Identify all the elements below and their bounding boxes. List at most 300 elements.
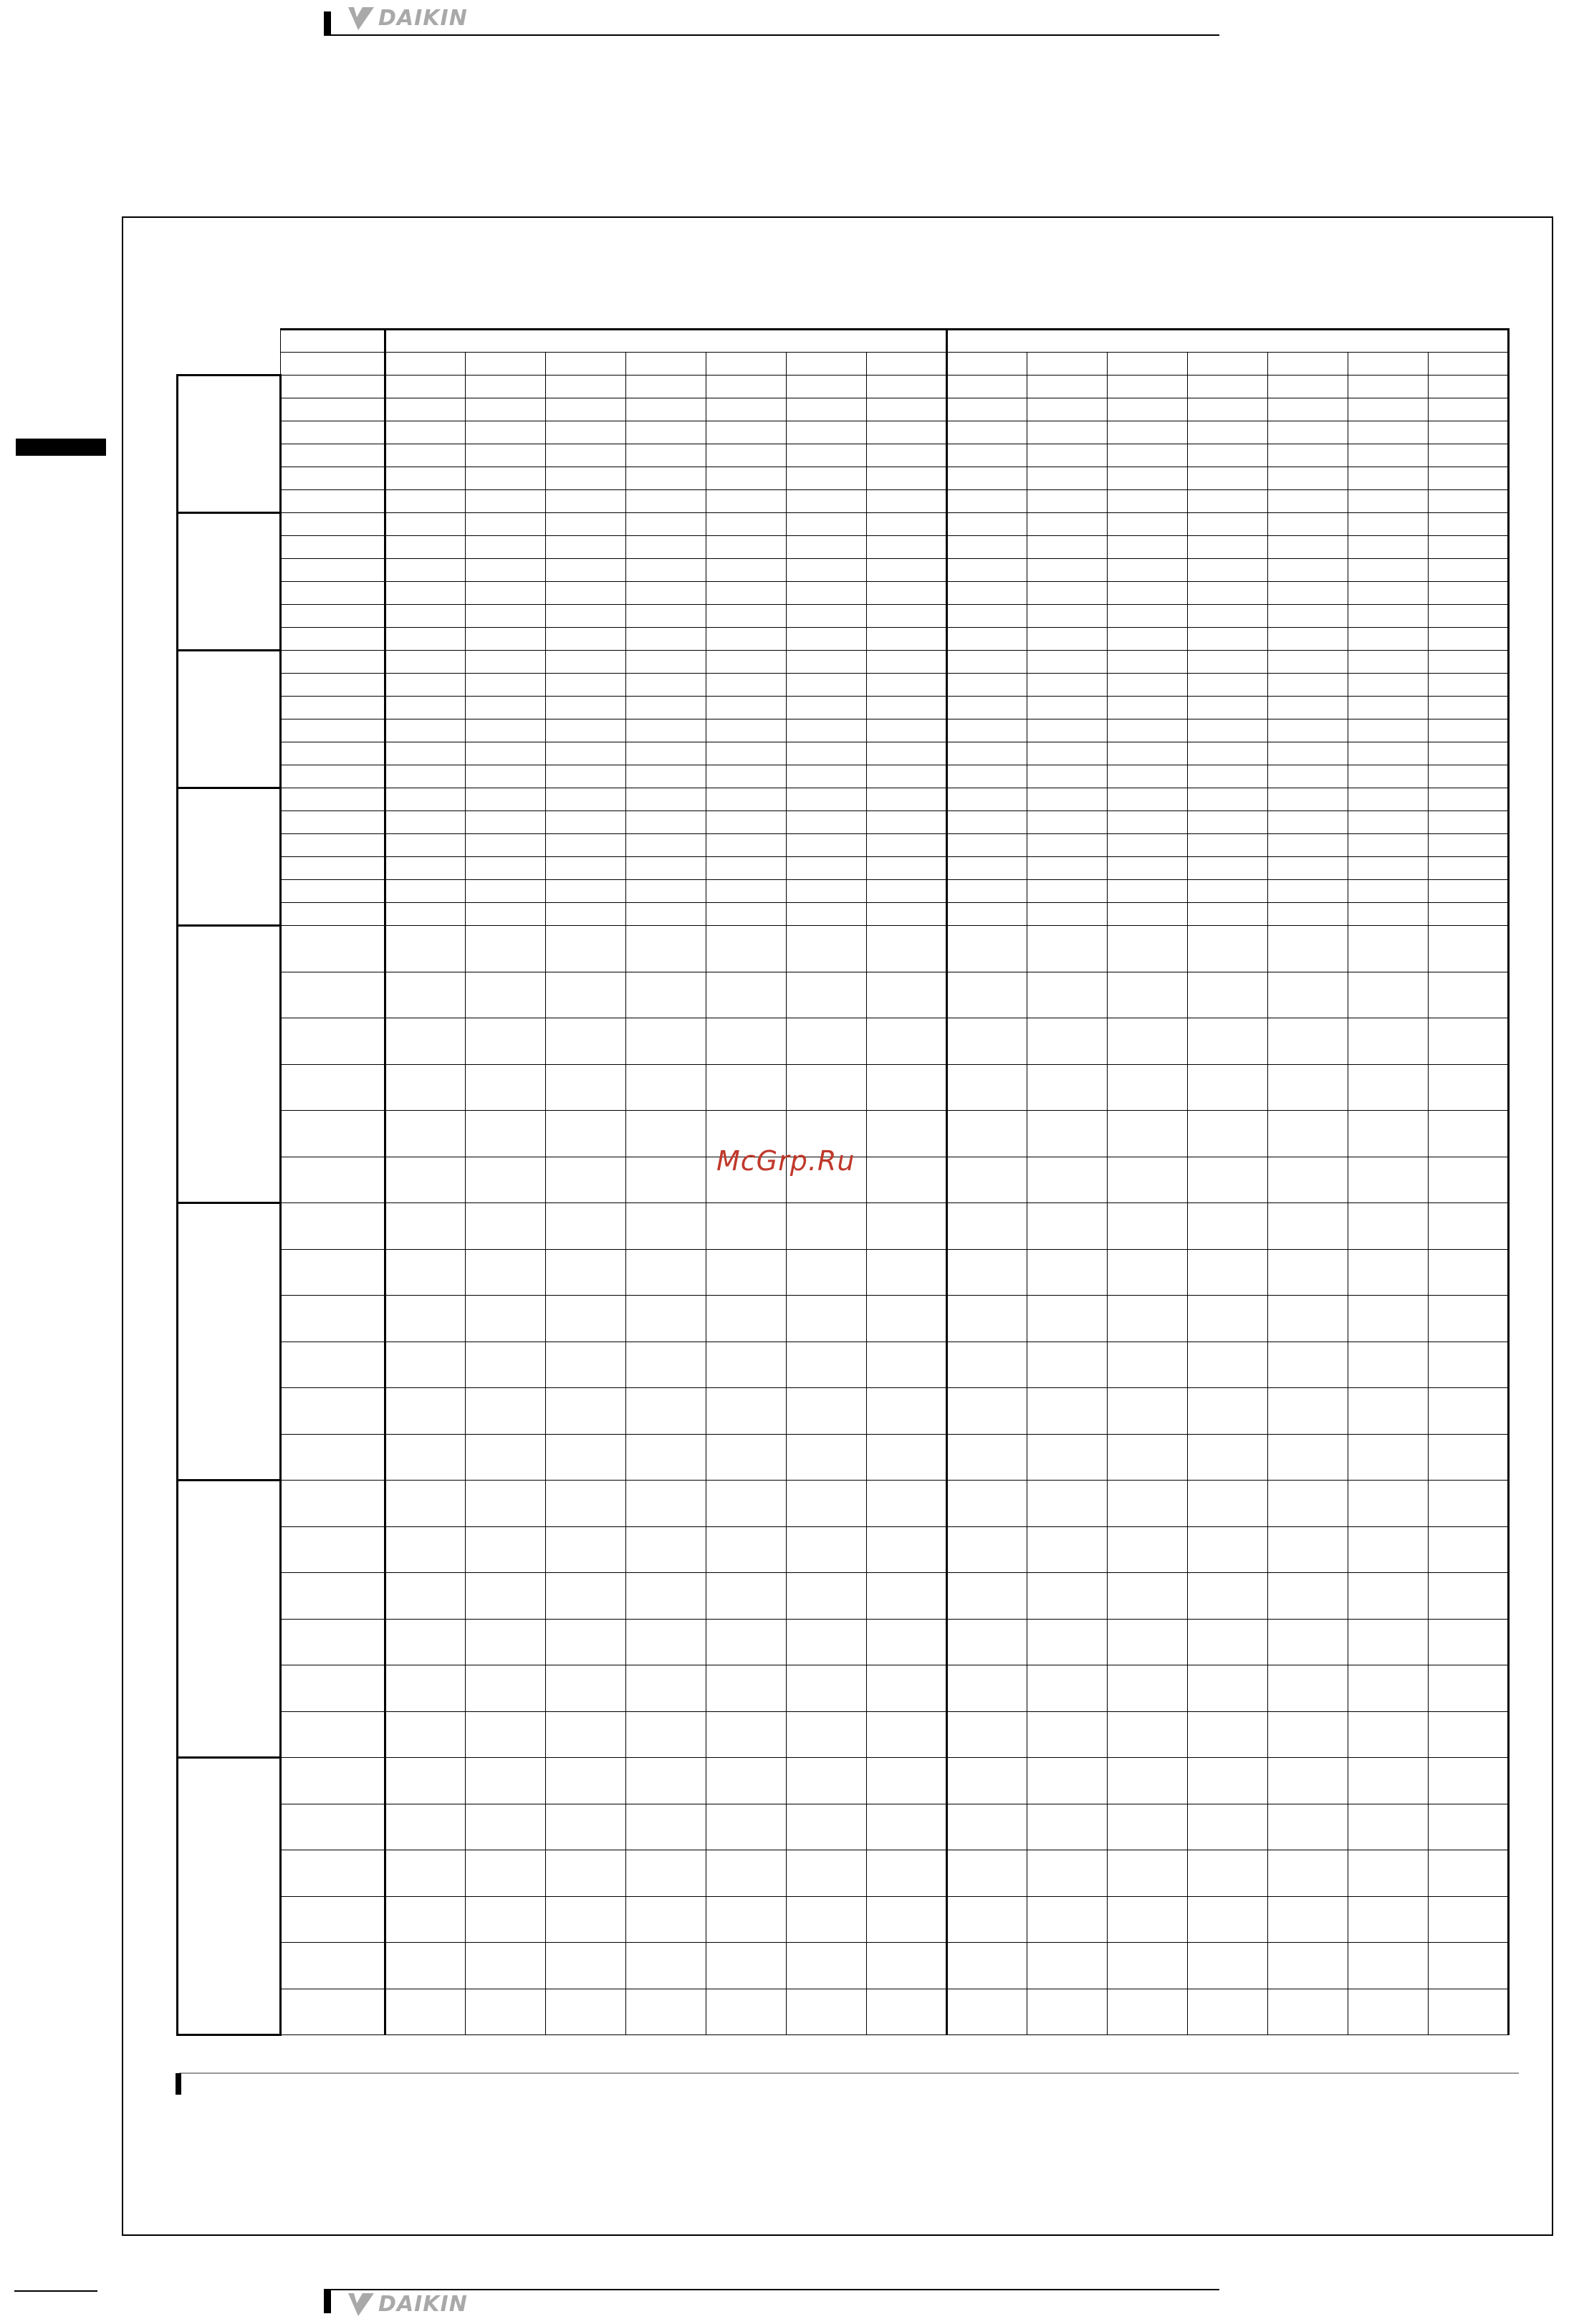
table-cell	[867, 1573, 947, 1620]
table-cell	[947, 1804, 1027, 1850]
table-cell	[626, 467, 706, 490]
table-cell	[281, 1573, 385, 1620]
table-cell	[281, 467, 385, 490]
table-cell	[281, 536, 385, 559]
table-cell	[1027, 1157, 1108, 1203]
table-cell	[1188, 1018, 1268, 1065]
table-cell	[1188, 972, 1268, 1018]
table-cell	[1348, 1989, 1429, 2035]
table-cell	[626, 1111, 706, 1157]
table-cell	[1429, 1619, 1509, 1665]
table-cell	[1429, 353, 1509, 376]
table-cell	[1429, 1296, 1509, 1342]
table-cell	[626, 1804, 706, 1850]
table-cell	[626, 765, 706, 788]
table-cell	[385, 651, 466, 674]
table-cell	[466, 605, 546, 628]
table-cell	[1108, 880, 1188, 903]
table-cell	[867, 1943, 947, 1989]
table-cell	[1348, 628, 1429, 651]
table-cell	[546, 1896, 626, 1943]
table-cell	[385, 1249, 466, 1296]
table-cell	[466, 1758, 546, 1804]
table-cell	[1429, 926, 1509, 972]
table-cell	[1429, 719, 1509, 742]
table-cell	[466, 628, 546, 651]
table-cell	[787, 1434, 867, 1481]
table-cell	[466, 834, 546, 857]
table-cell	[626, 719, 706, 742]
table-cell	[1268, 972, 1348, 1018]
table-cell	[1108, 513, 1188, 536]
table-cell	[1108, 719, 1188, 742]
table-cell	[947, 834, 1027, 857]
table-cell	[178, 788, 281, 926]
table-cell	[1429, 1157, 1509, 1203]
table-cell	[1188, 1526, 1268, 1573]
table-cell	[1027, 697, 1108, 719]
table-cell	[1188, 1434, 1268, 1481]
table-cell	[281, 1758, 385, 1804]
table-cell	[706, 628, 787, 651]
table-cell	[178, 376, 281, 513]
table-cell	[1268, 1018, 1348, 1065]
table-row	[178, 1573, 1509, 1620]
table-cell	[706, 674, 787, 697]
table-cell	[1268, 674, 1348, 697]
table-cell	[626, 834, 706, 857]
table-cell	[1348, 490, 1429, 513]
table-cell	[1108, 697, 1188, 719]
table-cell	[1027, 651, 1108, 674]
table-cell	[1268, 628, 1348, 651]
table-cell	[281, 1203, 385, 1250]
table-cell	[787, 605, 867, 628]
table-cell	[385, 1342, 466, 1388]
table-row	[178, 1989, 1509, 2035]
table-row	[178, 559, 1509, 582]
table-cell	[1348, 1111, 1429, 1157]
table-cell	[1108, 1018, 1188, 1065]
table-cell	[1348, 834, 1429, 857]
table-cell	[787, 1896, 867, 1943]
table-cell	[1188, 1388, 1268, 1435]
table-cell	[281, 330, 385, 353]
table-cell	[787, 421, 867, 444]
table-cell	[947, 1573, 1027, 1620]
table-cell	[626, 788, 706, 811]
table-cell	[1108, 765, 1188, 788]
table-cell	[385, 1526, 466, 1573]
table-cell	[466, 1342, 546, 1388]
table-cell	[1027, 1619, 1108, 1665]
table-cell	[706, 972, 787, 1018]
table-cell	[546, 972, 626, 1018]
table-cell	[626, 651, 706, 674]
table-row	[178, 1526, 1509, 1573]
table-cell	[1108, 834, 1188, 857]
table-cell	[385, 1481, 466, 1527]
data-table	[176, 328, 1510, 2036]
table-cell	[281, 376, 385, 398]
table-cell	[867, 1342, 947, 1388]
table-cell	[1188, 582, 1268, 605]
header-brand	[348, 6, 468, 31]
table-cell	[626, 1157, 706, 1203]
table-cell	[385, 1804, 466, 1850]
table-cell	[626, 376, 706, 398]
table-cell	[867, 1296, 947, 1342]
table-cell	[1348, 811, 1429, 834]
table-cell	[867, 1249, 947, 1296]
table-cell	[1108, 1111, 1188, 1157]
table-cell	[706, 903, 787, 926]
table-row	[178, 628, 1509, 651]
table-cell	[947, 1388, 1027, 1435]
table-cell	[385, 582, 466, 605]
table-cell	[281, 353, 385, 376]
table-cell	[1108, 421, 1188, 444]
table-cell	[706, 398, 787, 421]
table-cell	[466, 421, 546, 444]
table-cell	[546, 788, 626, 811]
table-cell	[1429, 1018, 1509, 1065]
table-cell	[466, 903, 546, 926]
table-cell	[385, 536, 466, 559]
table-cell	[466, 1481, 546, 1527]
table-cell	[867, 788, 947, 811]
table-cell	[1268, 1157, 1348, 1203]
table-cell	[466, 1989, 546, 2035]
table-cell	[706, 1989, 787, 2035]
table-cell	[281, 765, 385, 788]
table-cell	[1348, 605, 1429, 628]
table-cell	[1027, 1943, 1108, 1989]
table-cell	[1429, 1249, 1509, 1296]
table-row	[178, 398, 1509, 421]
table-cell	[1268, 788, 1348, 811]
table-cell	[1429, 1989, 1509, 2035]
table-cell	[1108, 926, 1188, 972]
table-cell	[867, 1157, 947, 1203]
table-cell	[706, 1896, 787, 1943]
table-cell	[281, 1619, 385, 1665]
table-cell	[947, 376, 1027, 398]
table-cell	[1108, 490, 1188, 513]
table-cell	[1268, 1481, 1348, 1527]
table-cell	[281, 559, 385, 582]
table-cell	[178, 1758, 281, 2035]
table-cell	[1348, 1526, 1429, 1573]
table-cell	[281, 719, 385, 742]
table-cell	[706, 513, 787, 536]
table-row	[178, 788, 1509, 811]
table-cell	[1188, 1943, 1268, 1989]
table-cell	[1429, 421, 1509, 444]
table-cell	[706, 1064, 787, 1111]
table-cell	[947, 719, 1027, 742]
table-cell	[1188, 1157, 1268, 1203]
table-cell	[1268, 1203, 1348, 1250]
table-cell	[178, 926, 281, 1203]
section-tab-marker	[16, 439, 106, 456]
table-cell	[546, 1850, 626, 1897]
table-cell	[947, 1481, 1027, 1527]
table-cell	[787, 1064, 867, 1111]
table-cell	[1108, 1804, 1188, 1850]
table-cell	[867, 1758, 947, 1804]
table-cell	[466, 1296, 546, 1342]
table-cell	[626, 811, 706, 834]
table-cell	[1348, 1434, 1429, 1481]
table-cell	[867, 880, 947, 903]
table-cell	[947, 1018, 1027, 1065]
table-cell	[867, 972, 947, 1018]
table-row	[178, 834, 1509, 857]
table-cell	[706, 1249, 787, 1296]
table-cell	[626, 559, 706, 582]
table-cell	[385, 467, 466, 490]
table-cell	[787, 788, 867, 811]
table-cell	[466, 1665, 546, 1712]
table-cell	[706, 605, 787, 628]
table-cell	[281, 1434, 385, 1481]
table-cell	[626, 444, 706, 467]
table-cell	[947, 651, 1027, 674]
table-cell	[466, 1711, 546, 1758]
table-cell	[867, 1804, 947, 1850]
daikin-logo-icon	[348, 2293, 374, 2316]
table-cell	[1188, 1711, 1268, 1758]
table-cell	[1348, 719, 1429, 742]
table-cell	[385, 1388, 466, 1435]
table-cell	[947, 811, 1027, 834]
table-cell	[1108, 903, 1188, 926]
table-cell	[1348, 1943, 1429, 1989]
table-cell	[1348, 1665, 1429, 1712]
table-cell	[867, 1619, 947, 1665]
table-cell	[1429, 605, 1509, 628]
table-cell	[1429, 1526, 1509, 1573]
table-cell	[787, 1481, 867, 1527]
table-cell	[706, 857, 787, 880]
table-cell	[1268, 444, 1348, 467]
table-cell	[1027, 582, 1108, 605]
table-cell	[1027, 1665, 1108, 1712]
table-cell	[706, 559, 787, 582]
table-cell	[385, 674, 466, 697]
table-cell	[1429, 788, 1509, 811]
table-cell	[867, 1896, 947, 1943]
table-cell	[385, 697, 466, 719]
table-cell	[947, 1342, 1027, 1388]
table-cell	[706, 1203, 787, 1250]
table-cell	[546, 1665, 626, 1712]
table-cell	[1429, 1758, 1509, 1804]
table-cell	[1027, 398, 1108, 421]
table-cell	[281, 490, 385, 513]
table-cell	[867, 1989, 947, 2035]
table-cell	[466, 1388, 546, 1435]
table-cell	[706, 880, 787, 903]
table-cell	[1188, 490, 1268, 513]
table-cell	[1108, 1850, 1188, 1897]
table-cell	[1027, 353, 1108, 376]
table-cell	[281, 1526, 385, 1573]
table-cell	[1268, 398, 1348, 421]
table-cell	[947, 742, 1027, 765]
table-cell	[706, 376, 787, 398]
table-cell	[626, 1203, 706, 1250]
table-cell	[787, 536, 867, 559]
table-cell	[466, 811, 546, 834]
table-cell	[466, 1804, 546, 1850]
table-cell	[546, 834, 626, 857]
table-cell	[1429, 398, 1509, 421]
table-cell	[281, 513, 385, 536]
table-cell	[867, 1018, 947, 1065]
table-cell	[1108, 1249, 1188, 1296]
table-cell	[1188, 1804, 1268, 1850]
table-cell	[626, 1388, 706, 1435]
table-cell	[1348, 1619, 1429, 1665]
table-cell	[1188, 1573, 1268, 1620]
table-header-row	[178, 353, 1509, 376]
table-cell	[1027, 1804, 1108, 1850]
table-cell	[1188, 926, 1268, 972]
table-cell	[787, 1989, 867, 2035]
table-cell	[947, 628, 1027, 651]
table-cell	[466, 490, 546, 513]
table-cell	[1429, 1573, 1509, 1620]
table-cell	[947, 880, 1027, 903]
table-cell	[787, 1296, 867, 1342]
table-cell	[626, 1342, 706, 1388]
table-cell	[546, 1711, 626, 1758]
table-cell	[706, 765, 787, 788]
table-cell	[787, 398, 867, 421]
table-cell	[867, 559, 947, 582]
table-cell	[787, 1758, 867, 1804]
table-cell	[1188, 742, 1268, 765]
table-cell	[385, 857, 466, 880]
table-cell	[385, 1896, 466, 1943]
table-cell	[947, 559, 1027, 582]
table-cell	[626, 1064, 706, 1111]
table-cell	[947, 1526, 1027, 1573]
table-cell	[1268, 559, 1348, 582]
table-cell	[867, 742, 947, 765]
table-cell	[1108, 742, 1188, 765]
table-cell	[1348, 1758, 1429, 1804]
table-cell	[1429, 880, 1509, 903]
table-cell	[546, 444, 626, 467]
table-cell	[947, 582, 1027, 605]
table-cell	[626, 1665, 706, 1712]
table-cell	[1027, 421, 1108, 444]
table-cell	[706, 467, 787, 490]
table-row	[178, 536, 1509, 559]
table-cell	[787, 719, 867, 742]
table-cell	[385, 353, 466, 376]
table-cell	[1027, 1481, 1108, 1527]
table-cell	[466, 444, 546, 467]
table-cell	[626, 1573, 706, 1620]
table-row	[178, 1064, 1509, 1111]
table-cell	[787, 1804, 867, 1850]
table-cell	[546, 1018, 626, 1065]
table-cell	[281, 742, 385, 765]
table-cell	[1429, 1064, 1509, 1111]
table-cell	[1108, 1943, 1188, 1989]
table-cell	[1027, 719, 1108, 742]
table-row	[178, 697, 1509, 719]
table-cell	[1348, 1804, 1429, 1850]
table-cell	[867, 582, 947, 605]
table-cell	[1027, 926, 1108, 972]
table-cell	[1108, 1434, 1188, 1481]
table-row	[178, 880, 1509, 903]
table-cell	[706, 536, 787, 559]
table-cell	[1429, 376, 1509, 398]
table-cell	[626, 742, 706, 765]
table-cell	[706, 1619, 787, 1665]
table-cell	[867, 1203, 947, 1250]
table-cell	[1027, 1573, 1108, 1620]
table-cell	[546, 490, 626, 513]
table-cell	[787, 880, 867, 903]
table-cell	[466, 1526, 546, 1573]
table-cell	[281, 1804, 385, 1850]
table-cell	[281, 972, 385, 1018]
table-cell	[706, 1481, 787, 1527]
table-cell	[1348, 674, 1429, 697]
table-cell	[787, 376, 867, 398]
table-cell	[1027, 1018, 1108, 1065]
table-cell	[626, 582, 706, 605]
table-row	[178, 421, 1509, 444]
table-cell	[626, 398, 706, 421]
table-cell	[281, 674, 385, 697]
table-cell	[1429, 765, 1509, 788]
table-cell	[706, 1018, 787, 1065]
table-cell	[466, 742, 546, 765]
table-cell	[947, 674, 1027, 697]
table-cell	[947, 490, 1027, 513]
table-row	[178, 582, 1509, 605]
table-cell	[281, 1249, 385, 1296]
table-cell	[1027, 1896, 1108, 1943]
table-cell	[787, 559, 867, 582]
table-cell	[947, 353, 1027, 376]
table-cell	[1027, 490, 1108, 513]
table-cell	[787, 444, 867, 467]
table-cell	[1429, 559, 1509, 582]
table-cell	[787, 697, 867, 719]
table-cell	[546, 903, 626, 926]
table-cell	[546, 421, 626, 444]
table-row	[178, 1850, 1509, 1897]
table-cell	[1429, 903, 1509, 926]
table-cell	[867, 857, 947, 880]
table-cell	[626, 1296, 706, 1342]
table-cell	[706, 1850, 787, 1897]
table-cell	[787, 742, 867, 765]
table-cell	[546, 811, 626, 834]
table-cell	[385, 926, 466, 972]
table-cell	[947, 1943, 1027, 1989]
table-cell	[1268, 421, 1348, 444]
